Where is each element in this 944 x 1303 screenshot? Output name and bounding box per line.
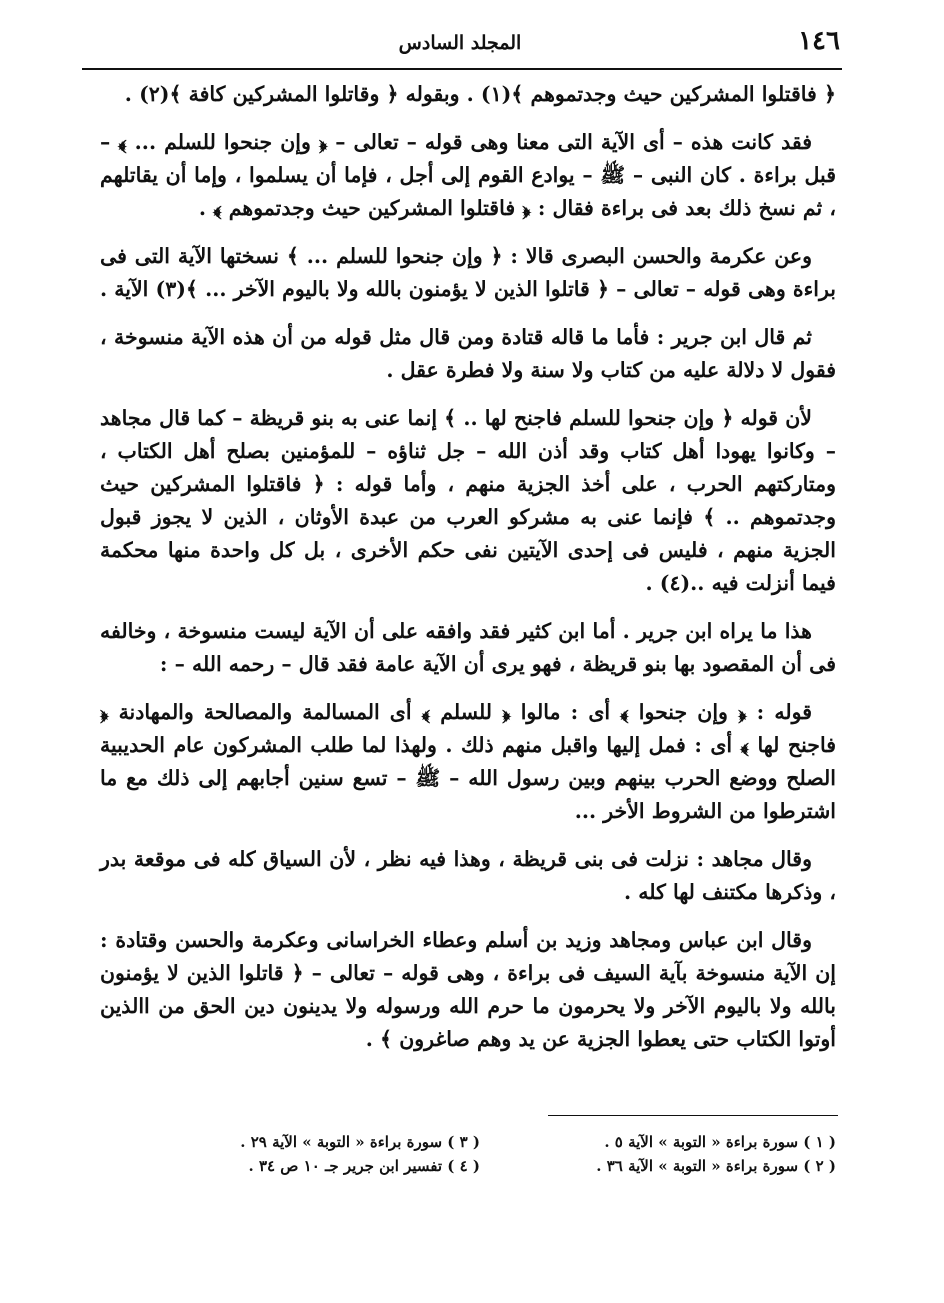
- paragraph-4: ثم قال ابن جرير : فأما ما قاله قتادة ومن قال مثل قوله من أن هذه الآية منسوخة ، فقول لا دلالة عليه من كتاب ولا سنة ولا فطرة عقل .: [100, 325, 836, 382]
- footnote-3: ( ٣ ) سورة براءة « التوبة » الآية ٢٩ .: [240, 1133, 480, 1151]
- paragraph-3: وعن عكرمة والحسن البصرى قالا : ﴿ وإن جنحوا للسلم ... ﴾ نسختها الآية التى فى براءة وهى قوله – تعالى – ﴿ قاتلوا الذين لا يؤمنون بالله ولا باليوم الآخر ... ﴾(٣) الآية .: [100, 244, 836, 301]
- body-text: [100, 78, 836, 1071]
- footnote-1: ( ١ ) سورة براءة « التوبة » الآية ٥ .: [604, 1133, 836, 1151]
- footnote-4: ( ٤ ) تفسير ابن جرير جـ ١٠ ص ٣٤ .: [248, 1157, 480, 1175]
- paragraph-8: وقال مجاهد : نزلت فى بنى قريظة ، وهذا فيه نظر ، لأن السياق كله فى موقعة بدر ، وذكرها مكتنف لها كله .: [100, 847, 836, 904]
- paragraph-1: ﴿ فاقتلوا المشركين حيث وجدتموهم ﴾(١) . وبقوله ﴿ وقاتلوا المشركين كافة ﴾(٢) .: [124, 82, 836, 106]
- paragraph-7: قوله : ﴿ وإن جنحوا ﴾ أى : مالوا ﴿ للسلم ﴾ أى المسالمة والمصالحة والمهادنة ﴿ فاجنح لها ﴾ أى : فمل إليها واقبل منهم ذلك . ولهذا لما طلب المشركون عام الحديبية الصلح ووضع الحرب بينهم وبين رسول الله – ﷺ – تسع سنين أجابهم إلى ذلك مع ما اشترطوا من الشروط الأخر ...: [100, 700, 836, 823]
- header-rule: [82, 68, 842, 70]
- page-header: [80, 26, 840, 66]
- paragraph-2: فقد كانت هذه – أى الآية التى معنا وهى قوله – تعالى – ﴿ وإن جنحوا للسلم ... ﴾ – قبل براءة . كان النبى – ﷺ – يوادع القوم إلى أجل ، فإما أن يسلموا ، وإما أن يقاتلهم ، ثم نسخ ذلك بعد فى براءة فقال : ﴿ فاقتلوا المشركين حيث وجدتموهم ﴾ .: [100, 130, 836, 220]
- paragraph-9: وقال ابن عباس ومجاهد وزيد بن أسلم وعطاء الخراسانى وعكرمة والحسن وقتادة : إن الآية منسوخة بآية السيف فى براءة ، وهى قوله – تعالى – ﴿ قاتلوا الذين لا يؤمنون بالله ولا باليوم الآخر ولا يحرمون ما حرم الله ورسوله ولا يدينون دين الحق من االذين أوتوا الكتاب حتى يعطوا الجزية عن يد وهم صاغرون ﴾ .: [100, 928, 836, 1051]
- running-title: المجلد السادس: [398, 32, 522, 54]
- footnote-rule: [548, 1115, 838, 1116]
- page-number: ١٤٦: [798, 26, 840, 56]
- paragraph-6: هذا ما يراه ابن جرير . أما ابن كثير فقد وافقه على أن الآية ليست منسوخة ، وخالفه فى أن المقصود بها بنو قريظة ، فهو يرى أن الآية عامة فقد قال – رحمه الله – :: [100, 619, 836, 676]
- footnotes-left-column: [140, 1130, 480, 1178]
- footnotes-right-column: [496, 1130, 836, 1178]
- footnote-2: ( ٢ ) سورة براءة « التوبة » الآية ٣٦ .: [596, 1157, 836, 1175]
- paragraph-5: لأن قوله ﴿ وإن جنحوا للسلم فاجنح لها .. ﴾ إنما عنى به بنو قريظة – كما قال مجاهد – وكانوا يهودا أهل كتاب وقد أذن الله – جل ثناؤه – للمؤمنين بصلح أهل الكتاب ، ومتاركتهم الحرب ، على أخذ الجزية منهم ، وأما قوله : ﴿ فاقتلوا المشركين حيث وجدتموهم .. ﴾ فإنما عنى به مشركو العرب من عبدة الأوثان ، الذين لا يجوز قبول الجزية منهم ، فليس فى إحدى الآيتين نفى حكم الأخرى ، بل كل واحدة منها محكمة فيما أنزلت فيه ..(٤) .: [100, 406, 836, 595]
